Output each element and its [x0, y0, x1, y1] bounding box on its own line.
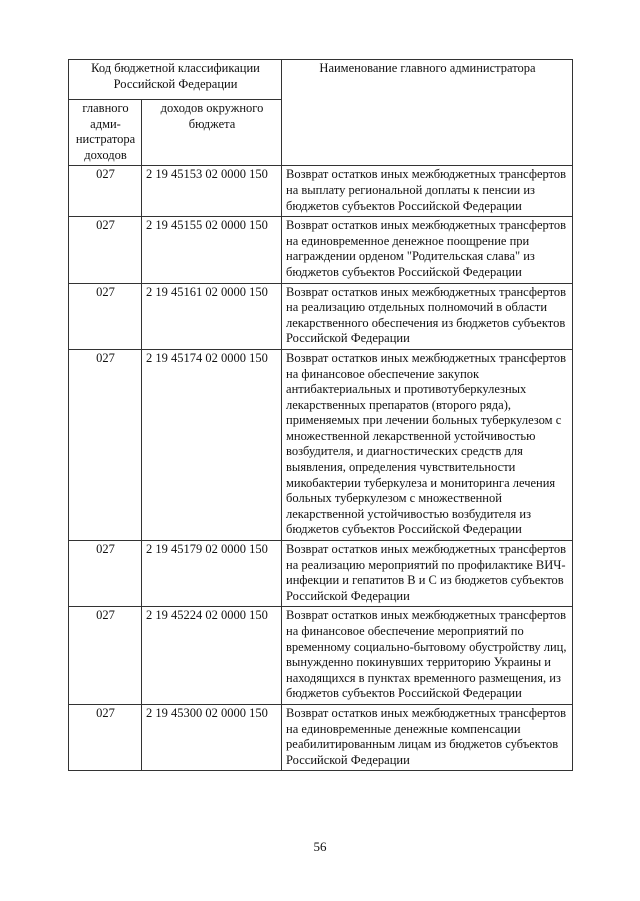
admin-code-cell: 027	[69, 349, 142, 540]
income-code-cell: 2 19 45155 02 0000 150	[142, 217, 282, 283]
income-code-cell: 2 19 45179 02 0000 150	[142, 541, 282, 607]
table-row	[69, 349, 573, 540]
table-row	[69, 166, 573, 217]
administrator-name-cell: Возврат остатков иных межбюджетных трансфертов на выплату региональной доплаты к пенсии из бюджетов субъектов Российской Федерации	[282, 166, 573, 217]
table-row	[69, 704, 573, 770]
table-row	[69, 217, 573, 283]
table-row	[69, 541, 573, 607]
admin-code-cell: 027	[69, 704, 142, 770]
admin-code-cell: 027	[69, 217, 142, 283]
administrator-name-cell: Возврат остатков иных межбюджетных трансфертов на единовременные денежные компенсации реабилитированным лицам из бюджетов субъектов Российской Федерации	[282, 704, 573, 770]
admin-code-cell: 027	[69, 541, 142, 607]
admin-code-cell: 027	[69, 283, 142, 349]
administrator-name-cell: Возврат остатков иных межбюджетных трансфертов на реализацию мероприятий по профилактике ВИЧ-инфекции и гепатитов В и С из бюджетов субъектов Российской Федерации	[282, 541, 573, 607]
admin-code-cell: 027	[69, 607, 142, 705]
income-code-cell: 2 19 45224 02 0000 150	[142, 607, 282, 705]
header-main-administrator: главного адми-нистратора доходов	[69, 100, 142, 166]
header-budget-classification-code: Код бюджетной классификации Российской Федерации	[69, 60, 282, 100]
header-administrator-name: Наименование главного администратора	[282, 60, 573, 166]
header-district-budget-income: доходов окружного бюджета	[142, 100, 282, 166]
budget-classification-table	[68, 59, 573, 771]
table-row	[69, 283, 573, 349]
admin-code-cell: 027	[69, 166, 142, 217]
administrator-name-cell: Возврат остатков иных межбюджетных трансфертов на финансовое обеспечение закупок антибактериальных и противотуберкулезных лекарственных препаратов (второго ряда), применяемых при лечении больных туберкулезом с множественной лекарственной устойчивостью возбудителя, и диагностических средств для выявления, определения чувствительности микобактерии туберкулеза и мониторинга лечения больных туберкулезом с множественной лекарственной устойчивостью возбудителя из бюджетов субъектов Российской Федерации	[282, 349, 573, 540]
table-header-row-1	[69, 60, 573, 100]
table-row	[69, 607, 573, 705]
income-code-cell: 2 19 45174 02 0000 150	[142, 349, 282, 540]
income-code-cell: 2 19 45161 02 0000 150	[142, 283, 282, 349]
income-code-cell: 2 19 45153 02 0000 150	[142, 166, 282, 217]
administrator-name-cell: Возврат остатков иных межбюджетных трансфертов на финансовое обеспечение мероприятий по временному социально-бытовому обустройству лиц, вынужденно покинувших территорию Украины и находящихся в пунктах временного размещения, из бюджетов субъектов Российской Федерации	[282, 607, 573, 705]
page-number: 56	[313, 839, 327, 854]
administrator-name-cell: Возврат остатков иных межбюджетных трансфертов на реализацию отдельных полномочий в области лекарственного обеспечения из бюджетов субъектов Российской Федерации	[282, 283, 573, 349]
income-code-cell: 2 19 45300 02 0000 150	[142, 704, 282, 770]
administrator-name-cell: Возврат остатков иных межбюджетных трансфертов на единовременное денежное поощрение при награждении орденом "Родительская слава" из бюджетов субъектов Российской Федерации	[282, 217, 573, 283]
